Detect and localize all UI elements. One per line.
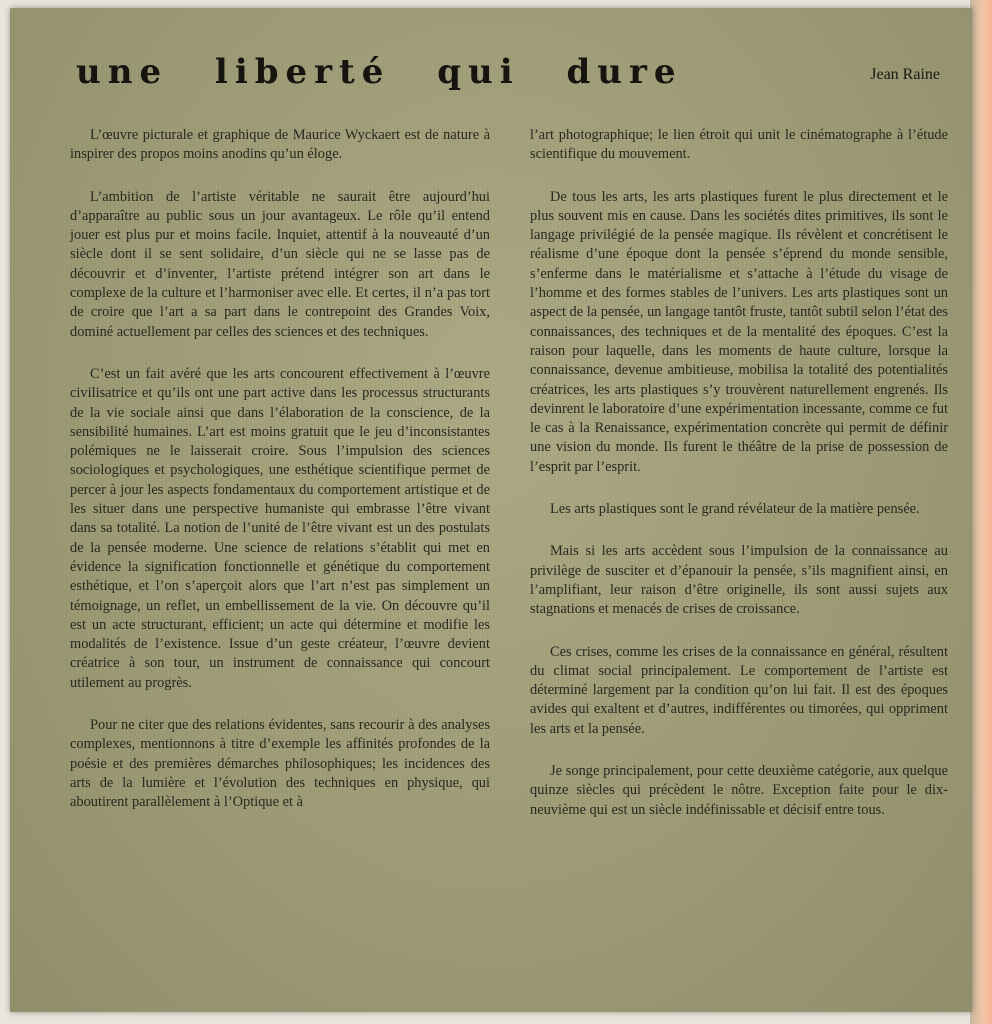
paragraph: De tous les arts, les arts plastiques furent le plus directement et le plus souvent mis en cause. Dans les sociétés dites primitives, ils sont le langage privilégié de la pensée magique. Ils révèlent et concrétisent le réalisme d’une époque dont la pensée s’éprend du monde sensible, s’enferme dans le matérialisme et s’attache à l’étude du visage de l’homme et des formes stables de l’univers. Les arts plastiques sont un aspect de la pensée, un langage tantôt fruste, tantôt subtil selon l’état des connaissances, des techniques et de la mentalité des époques. C’est la raison pour laquelle, dans les moments de haute culture, lorsque la connaissance, devenue ambitieuse, mobilisa la totalité des potentialités créatrices, les arts plastiques s’y trouvèrent naturellement engrenés. Ils devinrent le laboratoire d’une expérimentation incessante, comme ce fut le cas à la Renaissance, expérimentation concrète qui permit de définir une vision du monde. Ils furent le théâtre de la prise de possession de l’esprit par l’esprit. [530,188,948,475]
paragraph: C’est un fait avéré que les arts concourent effectivement à l’œuvre civilisatrice et qu’ils ont une part active dans les processus structurants de la vie sociale ainsi que dans l’élaboration de la conscience, de la sensibilité humaines. L’art est moins gratuit que le jeu d’inconsistantes polémiques ne le laisserait croire. Sous l’impulsion des sciences sociologiques et psychologiques, une esthétique scientifique permet de percer à jour les aspects fondamentaux du comportement artistique et de les situer dans une perspective humaniste qui embrasse l’être vivant dans sa totalité. La notion de l’unité de l’être vivant est un des postulats de la pensée moderne. Une science de relations s’établit qui met en évidence la signification fonctionnelle et génétique du comportement esthétique, et l’on s’aperçoit alors que l’art n’est pas simplement un témoignage, un reflet, un embellissement de la vie. On découvre qu’il est un acte structurant, efficient; un acte qui détermine et modifie les modalités de l’existence. Issue d’un geste créateur, l’œuvre devient créatrice à son tour, un instrument de connaissance qui concourt utilement au progrès. [70,365,490,691]
paragraph: Mais si les arts accèdent sous l’impulsion de la connaissance au privilège de susciter et d’épanouir la pensée, s’ils magnifient ainsi, en l’amplifiant, leur raison d’être originelle, ils sont aussi sujets aux stagnations et menacés de crises de croissance. [530,543,948,618]
article-author: Jean Raine [870,66,940,83]
left-column [70,126,490,836]
article-title: une liberté qui dure [76,52,683,92]
paragraph: L’ambition de l’artiste véritable ne saurait être aujourd’hui d’apparaître au public sous un jour avantageux. Le rôle qu’il entend jouer est plus pur et moins facile. Inquiet, attentif à la nouveauté d’un siècle dont il se sent solidaire, d’un siècle qui ne se lasse pas de découvrir et d’inventer, l’artiste prétend intégrer son art dans le complexe de la culture et l’harmoniser avec elle. Et certes, il n’a pas tort de croire que l’art a sa part dans le contrepoint des Grandes Voix, dominé actuellement par celles des sciences et des techniques. [70,188,490,340]
paragraph: Ces crises, comme les crises de la connaissance en général, résultent du climat social principalement. Le comportement de l’artiste est déterminé largement par la condition qu’on lui fait. Il est des époques avides qui exaltent et d’autres, indifférentes ou timorées, qui oppriment les arts et la pensée. [530,643,948,737]
magazine-page [10,8,972,1012]
paragraph: Pour ne citer que des relations évidentes, sans recourir à des analyses complexes, mentionnons à titre d’exemple les affinités profondes de la poésie et des premières démarches philosophiques; les incidences des arts de la lumière et l’évolution des techniques en physique, qui aboutirent parallèlement à l’Optique et à [70,717,490,811]
right-column [530,126,948,843]
paragraph: l’art photographique; le lien étroit qui unit le cinématographe à l’étude scientifique du mouvement. [530,127,948,163]
page-edge [970,0,992,1024]
paragraph: Je songe principalement, pour cette deuxième catégorie, aux quelque quinze siècles qui précèdent le nôtre. Exception faite pour le dix-neuvième qui est un siècle indéfinissable et décisif entre tous. [530,763,948,818]
paragraph: L’œuvre picturale et graphique de Maurice Wyckaert est de nature à inspirer des propos moins anodins qu’un éloge. [70,127,490,163]
paragraph: Les arts plastiques sont le grand révélateur de la matière pensée. [550,501,920,518]
